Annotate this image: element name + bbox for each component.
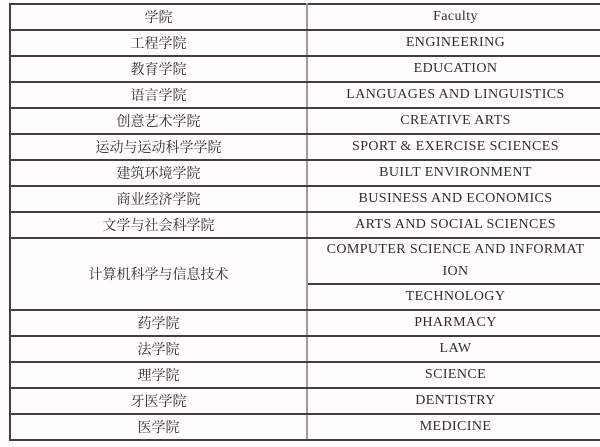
table-row-dentistry xyxy=(10,388,600,414)
faculty-en-cell: ENGINEERING xyxy=(307,30,600,56)
table-row-medicine xyxy=(10,414,600,440)
faculty-en-cell-technology: TECHNOLOGY xyxy=(307,284,600,310)
faculty-en-line-2: ION xyxy=(442,264,469,279)
college-cn-cell: 药学院 xyxy=(10,310,307,336)
faculty-en-cell: SPORT & EXERCISE SCIENCES xyxy=(307,134,600,160)
college-cn-cell: 法学院 xyxy=(10,336,307,362)
table-row-languages xyxy=(10,82,600,108)
table-row-business-economics xyxy=(10,186,600,212)
college-cn-cell: 牙医学院 xyxy=(10,388,307,414)
table-row-creative-arts xyxy=(10,108,600,134)
faculty-en-cell: SCIENCE xyxy=(307,362,600,388)
table-header-row xyxy=(10,4,600,30)
college-cn-cell: 工程学院 xyxy=(10,30,307,56)
faculty-en-cell: MEDICINE xyxy=(307,414,600,440)
faculty-table xyxy=(9,3,600,441)
college-cn-cell-computer-science: 计算机科学与信息技术 xyxy=(10,238,307,310)
college-cn-cell: 医学院 xyxy=(10,414,307,440)
college-cn-cell: 运动与运动科学学院 xyxy=(10,134,307,160)
table-row-pharmacy xyxy=(10,310,600,336)
header-cell-college: 学院 xyxy=(10,4,307,30)
faculty-en-cell: PHARMACY xyxy=(307,310,600,336)
faculty-en-cell: BUSINESS AND ECONOMICS xyxy=(307,186,600,212)
table-row-sport-exercise xyxy=(10,134,600,160)
faculty-en-line-1: COMPUTER SCIENCE AND INFORMAT xyxy=(326,242,585,257)
college-cn-cell: 创意艺术学院 xyxy=(10,108,307,134)
faculty-en-cell: EDUCATION xyxy=(307,56,600,82)
college-cn-cell: 理学院 xyxy=(10,362,307,388)
faculty-en-cell: LANGUAGES AND LINGUISTICS xyxy=(307,82,600,108)
table-row-science xyxy=(10,362,600,388)
faculty-en-cell: LAW xyxy=(307,336,600,362)
college-cn-cell: 建筑环境学院 xyxy=(10,160,307,186)
faculty-en-cell: BUILT ENVIRONMENT xyxy=(307,160,600,186)
faculty-en-cell: CREATIVE ARTS xyxy=(307,108,600,134)
college-cn-cell: 语言学院 xyxy=(10,82,307,108)
faculty-en-cell: ARTS AND SOCIAL SCIENCES xyxy=(307,212,600,238)
college-cn-cell: 文学与社会科学院 xyxy=(10,212,307,238)
table-row-education xyxy=(10,56,600,82)
college-cn-cell: 商业经济学院 xyxy=(10,186,307,212)
faculty-en-cell: DENTISTRY xyxy=(307,388,600,414)
college-cn-cell: 教育学院 xyxy=(10,56,307,82)
table-row-arts-social-sciences xyxy=(10,212,600,238)
faculty-en-cell-computer-science xyxy=(307,238,600,284)
table-row-computer-science-1 xyxy=(10,238,600,284)
table-row-law xyxy=(10,336,600,362)
table-row-engineering xyxy=(10,30,600,56)
header-cell-faculty: Faculty xyxy=(307,4,600,30)
table-row-built-environment xyxy=(10,160,600,186)
